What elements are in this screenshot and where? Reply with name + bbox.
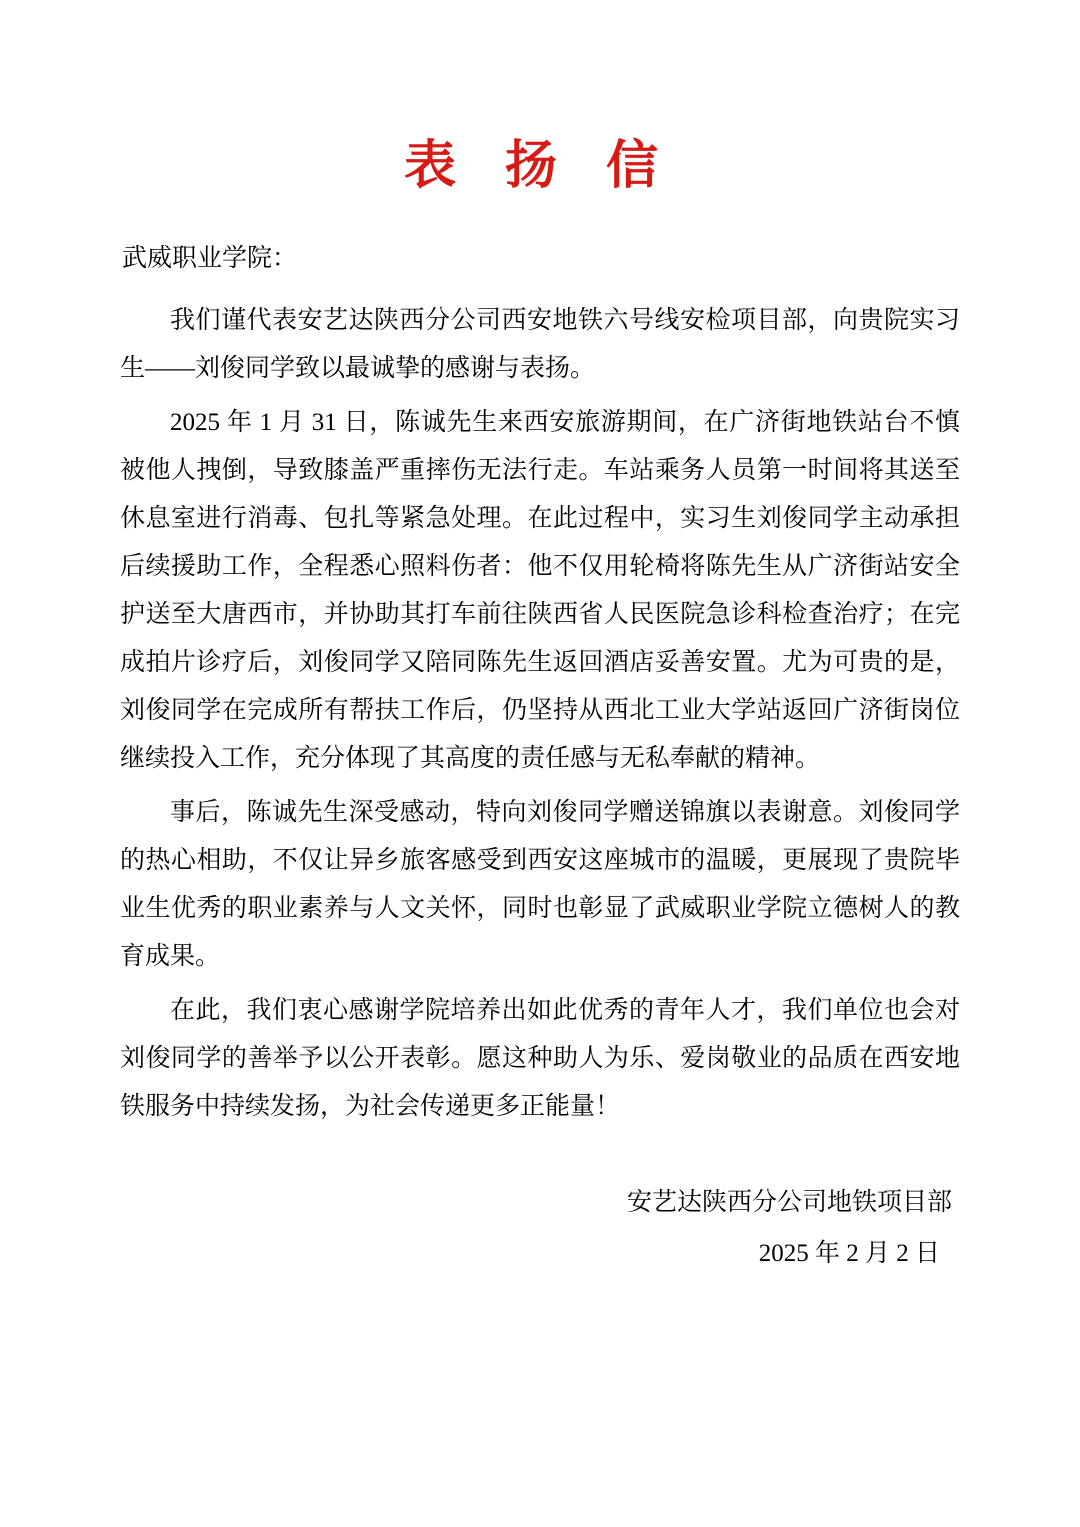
signature-block bbox=[120, 1179, 960, 1278]
salutation: 武威职业学院： bbox=[122, 245, 298, 272]
signature-organization: 安艺达陕西分公司地铁项目部 bbox=[626, 1188, 952, 1216]
body-paragraph-3: 事后，陈诚先生深受感动，特向刘俊同学赠送锦旗以表谢意。刘俊同学的热心相助，不仅让异乡旅客感受到西安这座城市的温暖，更展现了贵院毕业生优秀的职业素养与人文关怀，同时也彰显了武威职业学院立德树人的教育成果。 bbox=[120, 798, 960, 970]
page-title: 表 扬 信 bbox=[403, 138, 676, 195]
signature-date: 2025 年 2 月 2 日 bbox=[758, 1240, 940, 1268]
body-paragraph-4: 在此，我们衷心感谢学院培养出如此优秀的青年人才，我们单位也会对刘俊同学的善举予以公开表彰。愿这种助人为乐、爱岗敬业的品质在西安地铁服务中持续发扬，为社会传递更多正能量！ bbox=[120, 996, 960, 1120]
body-paragraph-2: 2025 年 1 月 31 日，陈诚先生来西安旅游期间，在广济街地铁站台不慎被他人拽倒，导致膝盖严重摔伤无法行走。车站乘务人员第一时间将其送至休息室进行消毒、包扎等紧急处理。在此过程中，实习生刘俊同学主动承担后续援助工作，全程悉心照料伤者：他不仅用轮椅将陈先生从广济街站安全护送至大唐西市，并协助其打车前往陕西省人民医院急诊科检查治疗；在完成拍片诊疗后，刘俊同学又陪同陈先生返回酒店妥善安置。尤为可贵的是，刘俊同学在完成所有帮扶工作后，仍坚持从西北工业大学站返回广济街岗位继续投入工作，充分体现了其高度的责任感与无私奉献的精神。 bbox=[120, 408, 960, 772]
body-paragraph-1: 我们谨代表安艺达陕西分公司西安地铁六号线安检项目部，向贵院实习生——刘俊同学致以最诚挚的感谢与表扬。 bbox=[120, 306, 960, 382]
